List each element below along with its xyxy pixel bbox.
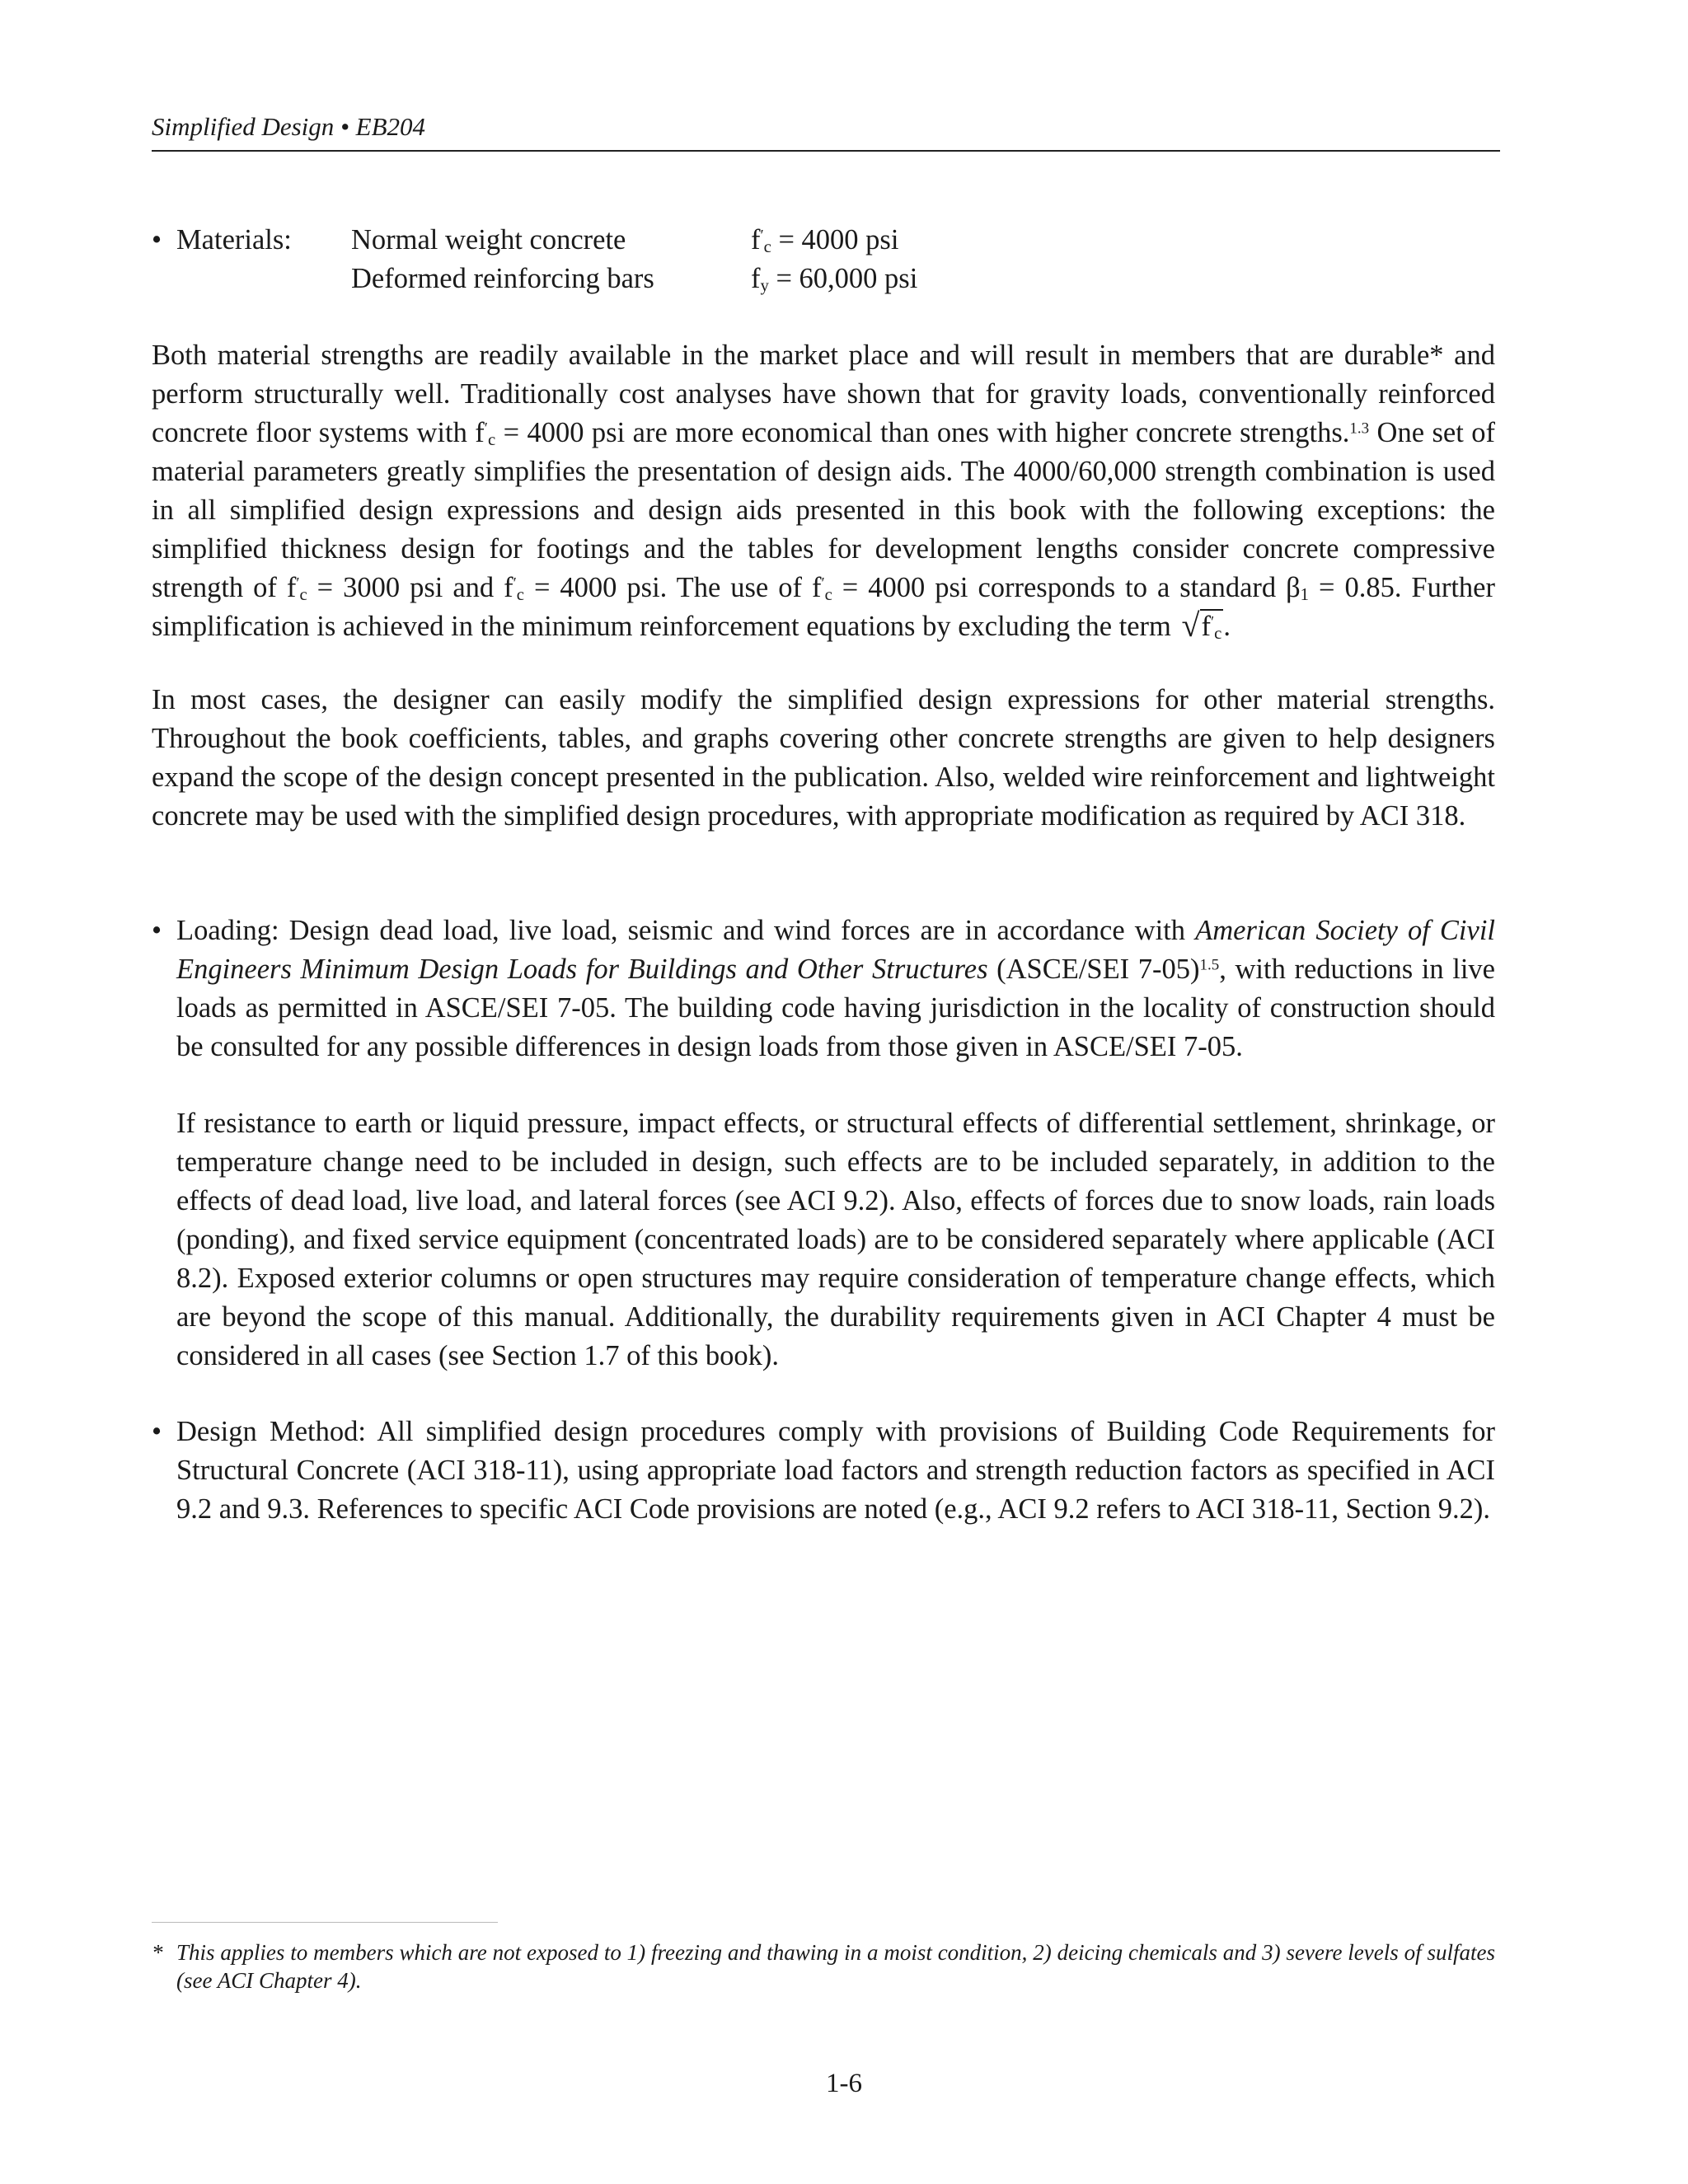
reference-superscript: 1.3: [1349, 419, 1370, 438]
page-number: 1-6: [826, 2069, 862, 2098]
paragraph-other-strengths: In most cases, the designer can easily modify the simplified design expressions for other material strengths. Throughout the book coefficients, tables, and graphs covering other concrete strengths are given to help designers expand the scope of the design concept presented in the publication. Also, welded wire reinforcement and lightweight concrete may be used with the simplified design procedures, with appropriate modification as required by ACI 318.: [152, 684, 1495, 832]
material-name: Normal weight concrete: [351, 224, 626, 255]
bullet-design-method: • Design Method: All simplified design procedures comply with provisions of Building Code Requirements for Structural Concrete (ACI 318-11), using appropriate load factors and strength reduction factors as specified in ACI 9.2 and 9.3. References to specific ACI Code provisions are noted (e.g., ACI 9.2 refers to ACI 318-11, Section 9.2).: [152, 1413, 1495, 1529]
radical-sign-icon: √: [1181, 607, 1200, 644]
bullet: •: [152, 915, 162, 946]
symbol: f: [751, 224, 761, 255]
material-name: Deformed reinforcing bars: [351, 263, 654, 294]
material-strength: [751, 221, 1163, 260]
reference-superscript: 1.5: [1199, 956, 1220, 974]
symbol: f: [751, 263, 761, 294]
bullet: •: [152, 224, 162, 255]
materials-label: Materials:: [176, 224, 292, 255]
prime-mark: ′: [760, 227, 764, 245]
materials-list: [152, 221, 1223, 298]
subscript: c: [763, 238, 771, 257]
footnote-divider: [152, 1922, 498, 1923]
footnote-text: This applies to members which are not exposed to 1) freezing and thawing in a moist condition, 2) deicing chemicals and 3) severe levels of sulfates (see ACI Chapter 4).: [176, 1940, 1495, 1993]
footnote-mark: *: [152, 1940, 163, 1965]
publication-title: American Society of Civil Engineers Minimum Design Loads for Buildings and Other Structures: [176, 915, 1495, 985]
strength-value: = 60,000 psi: [768, 263, 918, 294]
running-header: Simplified Design • EB204: [152, 112, 1500, 152]
footnote: [152, 1938, 1495, 1994]
bullet: •: [152, 1416, 162, 1447]
paragraph-material-strengths: Both material strengths are readily available in the market place and will result in members that are durable* and perform structurally well. Traditionally cost analyses have shown that for gravity loads, conventionally reinforced concrete floor systems with $f'_c = 4000$ psi are more economical than ones with higher concrete strengths.$^{1.3}$ One set of material parameters greatly simplifies the presentation of design aids. The 4000/60,000 strength combination is used in all simplified design expressions and design aids presented in this book with the following exceptions: the simplified thickness design for footings and the tables for development lengths consider concrete compressive strength of $f'_c = 3000$ psi and $f'_c = 4000$ psi. The use of $f'_c = 4000$ psi corresponds to a standard $\beta_1 = 0.85$. Further simplification is achieved in the minimum reinforcement equations by excluding the term √ $f'_c$.: [152, 336, 1495, 646]
material-strength: [751, 260, 1163, 298]
paragraph-separate-effects: If resistance to earth or liquid pressure, impact effects, or structural effects of differential settlement, shrinkage, or temperature change need to be included in design, such effects are to be included separately, in addition to the effects of dead load, live load, and lateral forces (see ACI 9.2). Also, effects of forces due to snow loads, rain loads (ponding), and fixed service equipment (concentrated loads) are to be considered separately where applicable (ACI 8.2). Exposed exterior columns or open structures may require consideration of temperature change effects, which are beyond the scope of this manual. Additionally, the durability requirements given in ACI Chapter 4 must be considered in all cases (see Section 1.7 of this book).: [176, 1108, 1495, 1371]
bullet-loading: • Loading: Design dead load, live load, seismic and wind forces are in accordance with American Society of Civil Engineers Minimum Design Loads for Buildings and Other Structures (ASCE/SEI 7-05)$^{1.5}$, with reductions in live loads as permitted in ASCE/SEI 7-05. The building code having jurisdiction in the locality of construction should be consulted for any possible differences in design loads from those given in ASCE/SEI 7-05.: [152, 912, 1495, 1066]
square-root-term: √ $f'_c$: [1181, 607, 1222, 644]
materials-row: [152, 260, 1223, 298]
subscript: y: [760, 277, 769, 296]
materials-row: [152, 221, 1223, 260]
strength-value: = 4000 psi: [771, 224, 899, 255]
